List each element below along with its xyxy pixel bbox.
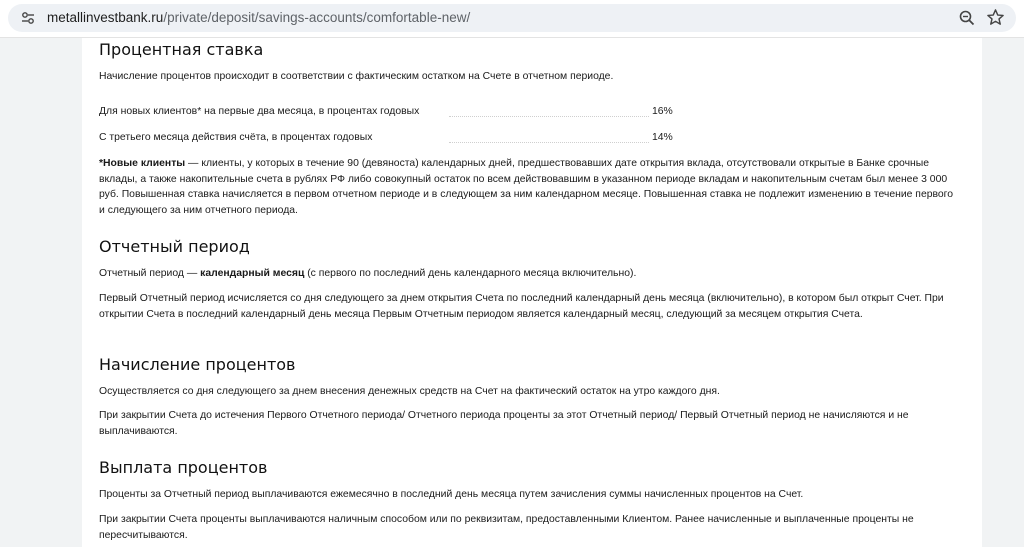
reporting-period-prefix: Отчетный период — [99, 268, 201, 279]
rate-row-third-month [99, 130, 699, 146]
accrual-text-1: Осуществляется со дня следующего за днем внесения денежных средств на Счет на фактический остаток на утро каждого дня. [99, 386, 720, 397]
bookmark-star-icon[interactable] [986, 8, 1005, 27]
payment-text-2: При закрытии Счета проценты выплачиваются наличным способом или по реквизитам, предоставленными Клиентом. Ранее начисленные и выплаченные проценты не пересчитываются. [99, 514, 914, 541]
new-clients-note-term: *Новые клиенты [99, 158, 186, 169]
reporting-period-suffix: (с первого по последний день календарного месяца включительно). [304, 268, 637, 279]
url-path: /private/deposit/savings-accounts/comfortable-new/ [163, 10, 471, 25]
new-clients-note-text: — клиенты, у которых в течение 90 (девяноста) календарных дней, предшествовавших дате открытия вклада, отсутствовали открытые в Банке срочные вклады, а также накопительные счета в рублях РФ либо совокупный остаток по всем действовавшим в указанном периоде вкладам и накопительным счетам был менее 3 000 руб. Повышенная ставка начисляется в первом отчетном периоде и в следующем за ним календарном месяце. Повышенная ставка не подлежит изменению в течение первого и следующего за ним отчетного периода. [99, 158, 954, 216]
site-settings-icon[interactable] [20, 10, 36, 26]
url-domain: metallinvestbank.ru [47, 10, 164, 25]
rate-label: С третьего месяца действия счёта, в процентах годовых [99, 132, 373, 143]
payment-text-1: Проценты за Отчетный период выплачиваются ежемесячно в последний день месяца путем зачисления суммы начисленных процентов на Счет. [99, 489, 804, 500]
section-title-accrual: Начисление процентов [99, 355, 296, 374]
url-text[interactable] [47, 9, 470, 27]
rate-value: 14% [652, 132, 673, 143]
rate-label: Для новых клиентов* на первые два месяца, в процентах годовых [99, 106, 420, 117]
rate-row-new-clients [99, 104, 699, 120]
section-title-reporting-period: Отчетный период [99, 237, 250, 256]
address-bar[interactable] [8, 4, 1016, 32]
section-title-interest-rate: Процентная ставка [99, 40, 264, 59]
rate-value: 16% [652, 106, 673, 117]
rate-leader [449, 116, 649, 117]
reporting-period-definition [99, 266, 961, 282]
reporting-period-term: календарный месяц [200, 268, 305, 279]
browser-toolbar [0, 0, 1024, 38]
page-content [82, 38, 982, 547]
new-clients-note [99, 156, 961, 218]
interest-intro: Начисление процентов происходит в соответствии с фактическим остатком на Счете в отчетном периоде. [99, 71, 614, 82]
accrual-text-2: При закрытии Счета до истечения Первого Отчетного периода/ Отчетного периода проценты за этот Отчетный период/ Первый Отчетный период не начисляются и не выплачиваются. [99, 410, 909, 437]
first-reporting-period-text: Первый Отчетный период исчисляется со дня следующего за днем открытия Счета по последний календарный день месяца (включительно), в котором был открыт Счет. При открытии Счета в последний календарный день месяца Первым Отчетным периодом является календарный месяц, следующий за месяцем открытия Счета. [99, 293, 944, 320]
rate-leader [449, 142, 649, 143]
zoom-icon[interactable] [958, 9, 976, 27]
section-title-payment: Выплата процентов [99, 458, 268, 477]
